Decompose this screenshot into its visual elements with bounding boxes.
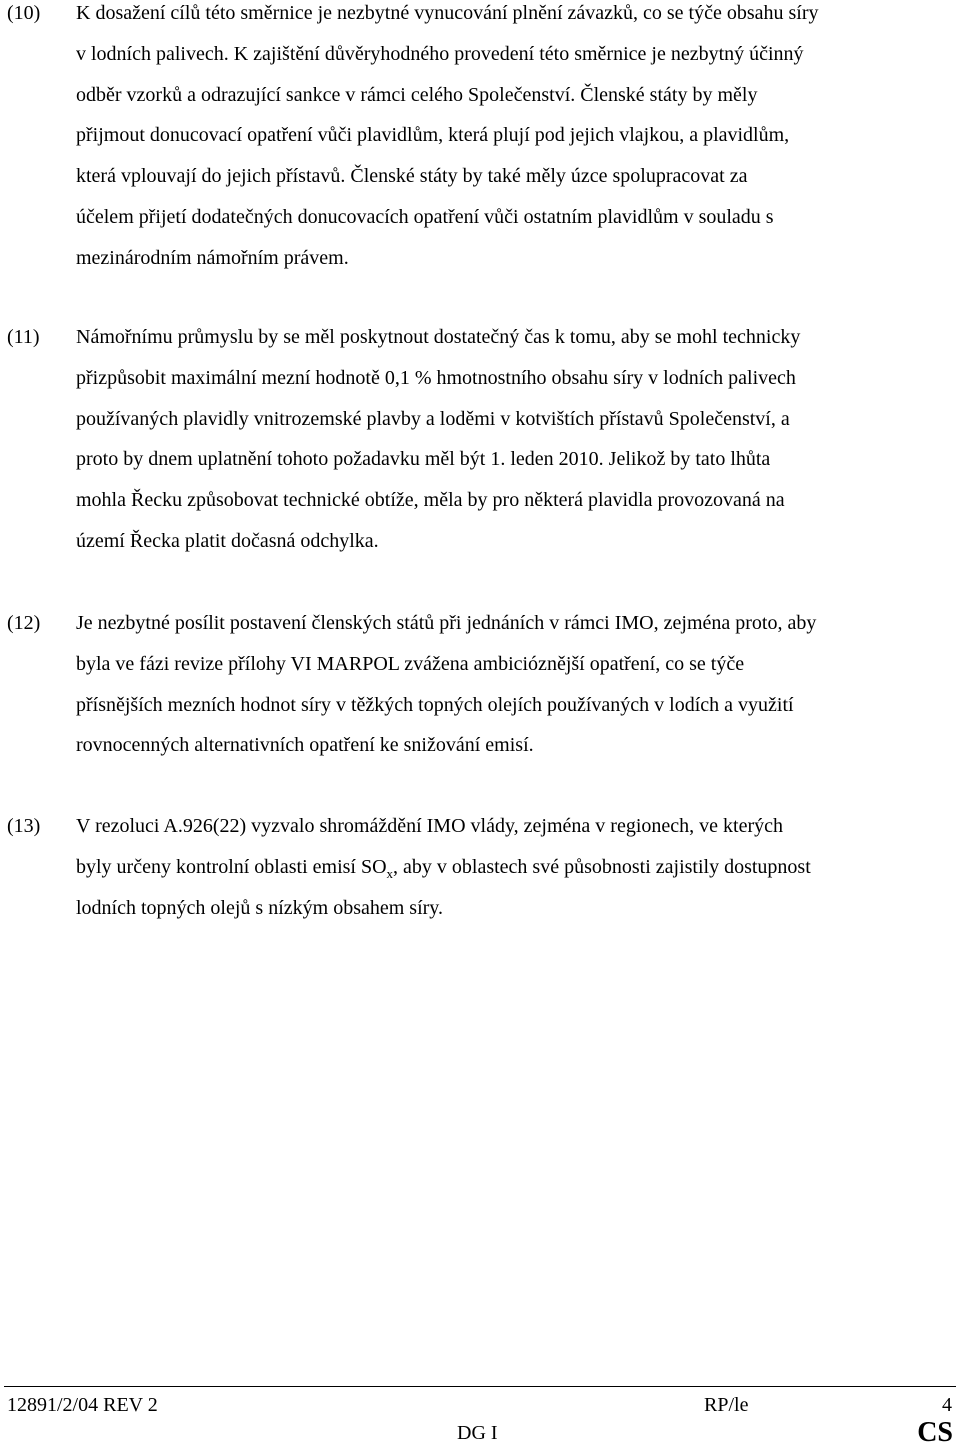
text-line: v lodních palivech. K zajištění důvěryhodného provedení této směrnice je nezbytný účinný	[76, 42, 804, 65]
language-code: CS	[917, 1417, 953, 1448]
text-line: lodních topných olejů s nízkým obsahem síry.	[76, 896, 443, 919]
text-line: byla ve fázi revize přílohy VI MARPOL zvážena ambicióznější opatření, co se týče	[76, 652, 745, 675]
text-line	[76, 847, 952, 888]
text-line: V rezoluci A.926(22) vyzvalo shromáždění IMO vlády, zejména v regionech, ve kterých	[76, 815, 783, 837]
text-line: území Řecka platit dočasná odchylka.	[76, 529, 379, 552]
text-line: odběr vzorků a odrazující sankce v rámci celého Společenství. Členské státy by měly	[76, 83, 758, 106]
text-line: přizpůsobit maximální mezní hodnotě 0,1 % hmotnostního obsahu síry v lodních palivech	[76, 366, 796, 389]
paragraph-number: (11)	[7, 326, 40, 348]
page-number: 4	[942, 1394, 952, 1416]
text-segment: byly určeny kontrolní oblasti emisí SO	[76, 855, 387, 878]
text-line: která vplouvají do jejich přístavů. Členské státy by také měly úzce spolupracovat za	[76, 165, 748, 188]
text-line: mohla Řecku způsobovat technické obtíže, měla by pro některá plavidla provozovaná na	[76, 489, 785, 512]
document-reference: 12891/2/04 REV 2	[7, 1394, 158, 1416]
text-segment: , aby v oblastech své působnosti zajistily dostupnost	[393, 855, 811, 878]
paragraph-text	[76, 0, 952, 279]
paragraph-text	[76, 603, 952, 766]
text-line: přísnějších mezních hodnot síry v těžkých topných olejích používaných v lodích a využití	[76, 693, 794, 716]
paragraph-number: (10)	[7, 2, 41, 24]
text-line: přijmout donucovací opatření vůči plavidlům, která plují pod jejich vlajkou, a plavidlům,	[76, 124, 790, 147]
paragraph-text	[76, 317, 952, 562]
text-line: Námořnímu průmyslu by se měl poskytnout dostatečný čas k tomu, aby se mohl technicky	[76, 326, 801, 348]
text-line: účelem přijetí dodatečných donucovacích opatření vůči ostatním plavidlům v souladu s	[76, 205, 774, 228]
paragraph-number: (12)	[7, 612, 41, 634]
text-line: rovnocenných alternativních opatření ke snižování emisí.	[76, 734, 534, 757]
footer-divider	[4, 1386, 956, 1387]
directorate-general: DG I	[457, 1422, 498, 1444]
text-line: K dosažení cílů této směrnice je nezbytné vynucování plnění závazků, co se týče obsahu síry	[76, 2, 819, 24]
author-initials: RP/le	[704, 1394, 749, 1416]
paragraph-text	[76, 806, 952, 928]
text-line: mezinárodním námořním právem.	[76, 246, 349, 269]
text-line: proto by dnem uplatnění tohoto požadavku měl být 1. leden 2010. Jelikož by tato lhůta	[76, 448, 771, 471]
subscript-x: x	[386, 865, 394, 881]
text-line: Je nezbytné posílit postavení členských států při jednáních v rámci IMO, zejména proto, aby	[76, 612, 817, 634]
text-line: používaných plavidly vnitrozemské plavby a loděmi v kotvištích přístavů Společenství, a	[76, 407, 790, 430]
paragraph-number: (13)	[7, 815, 41, 837]
